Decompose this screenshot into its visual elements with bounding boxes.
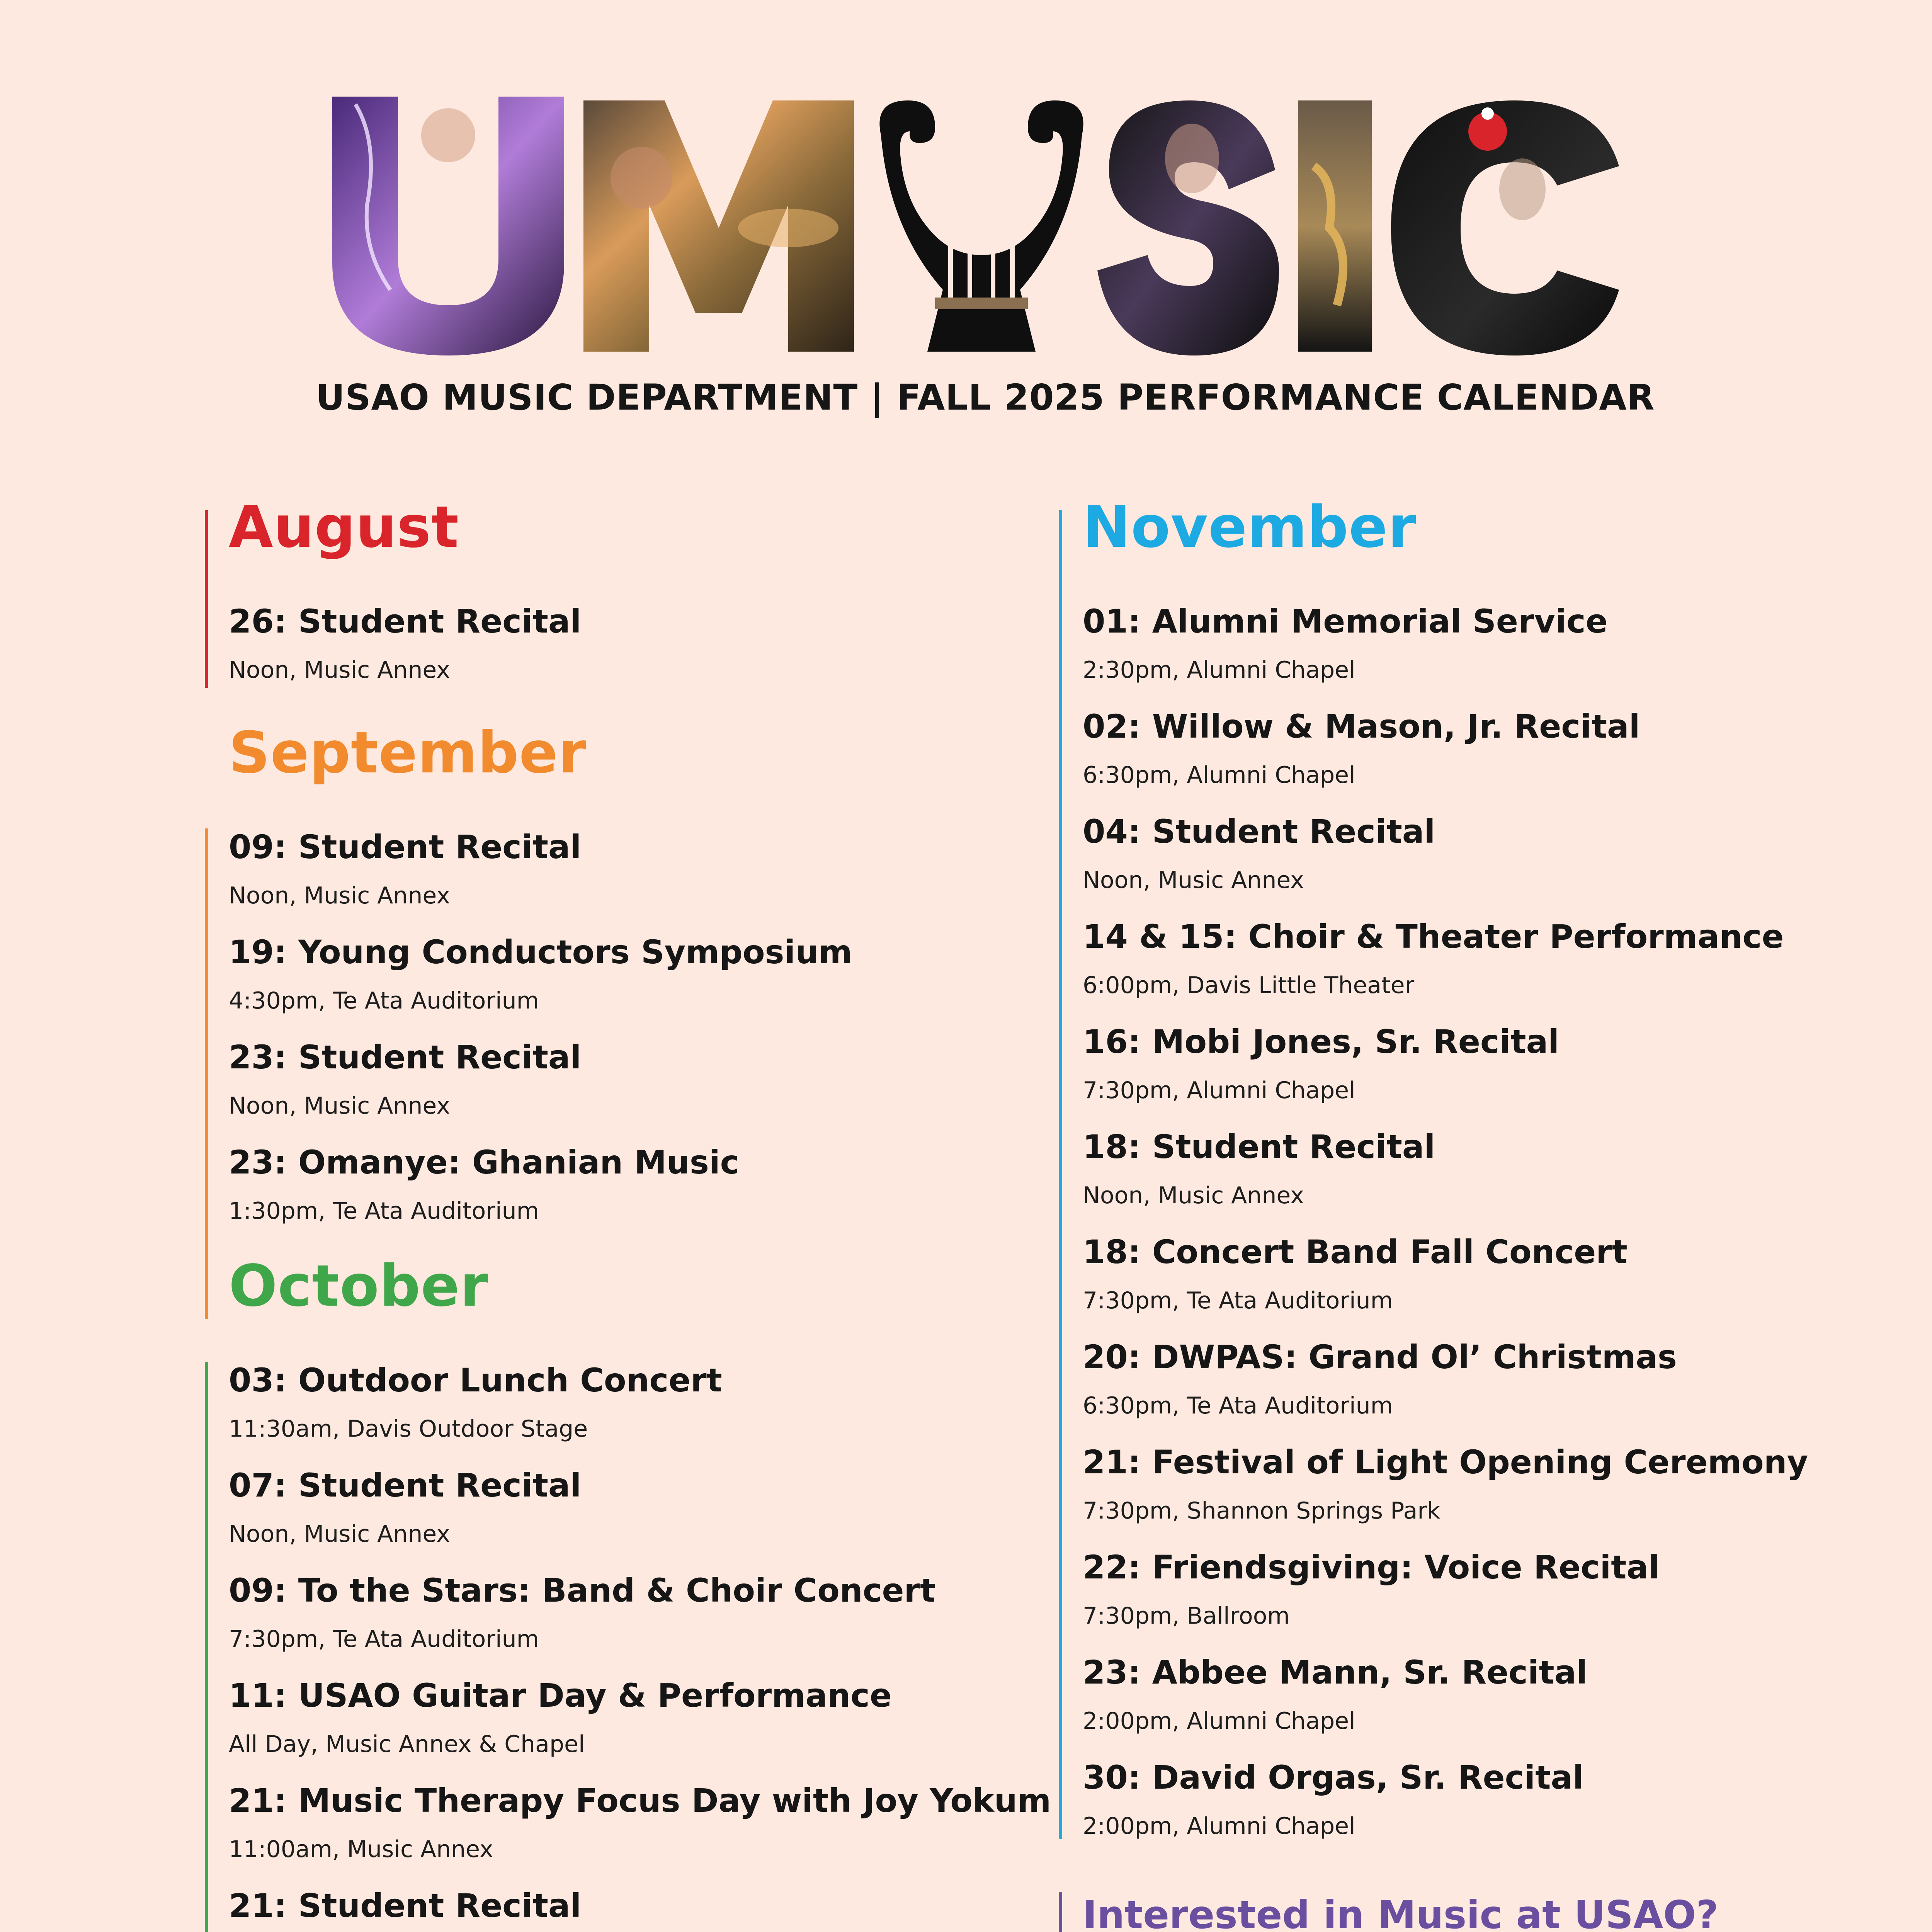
event-detail: Noon, Music Annex (1083, 1182, 1304, 1209)
event-detail: Noon, Music Annex (229, 656, 450, 684)
event-title: 09: To the Stars: Band & Choir Concert (229, 1571, 936, 1609)
event-item (1083, 707, 1812, 791)
event-item (1083, 917, 1812, 1001)
page-subtitle: USAO MUSIC DEPARTMENT | FALL 2025 PERFORMANCE CALENDAR (316, 377, 1655, 418)
audition-accent-bar (1059, 1892, 1062, 1932)
lyre-icon (879, 100, 1083, 352)
month-accent-bar (205, 828, 208, 1319)
event-title: 03: Outdoor Lunch Concert (229, 1361, 722, 1399)
event-detail: 2:00pm, Alumni Chapel (1083, 1813, 1355, 1840)
event-detail: 2:00pm, Alumni Chapel (1083, 1708, 1355, 1735)
event-title: 04: Student Recital (1083, 813, 1435, 850)
audition-callout (1059, 1892, 1812, 1932)
event-detail: 7:30pm, Te Ata Auditorium (1083, 1287, 1393, 1314)
month-accent-bar (205, 510, 208, 688)
event-item (1083, 1653, 1812, 1736)
event-title: 18: Concert Band Fall Concert (1083, 1233, 1628, 1271)
event-detail: 1:30pm, Te Ata Auditorium (229, 1197, 539, 1225)
event-title: 30: David Orgas, Sr. Recital (1083, 1759, 1584, 1796)
event-item (229, 1361, 997, 1444)
month-title: August (229, 494, 459, 560)
month-november (1059, 494, 1812, 1842)
event-title: 09: Student Recital (229, 828, 582, 866)
event-detail: 2:30pm, Alumni Chapel (1083, 656, 1355, 684)
event-item (229, 933, 997, 1016)
month-accent-bar (205, 1362, 208, 1932)
month-september (205, 719, 997, 1226)
month-accent-bar (1059, 510, 1062, 1839)
event-detail: 6:30pm, Te Ata Auditorium (1083, 1392, 1393, 1419)
event-list (229, 1361, 1051, 1932)
event-title: 21: Student Recital (229, 1887, 582, 1925)
event-list (229, 602, 997, 685)
event-item (1083, 812, 1812, 896)
music-title-graphic (332, 89, 1623, 359)
letter-s-image (1097, 100, 1279, 355)
event-title: 20: DWPAS: Grand Ol’ Christmas (1083, 1338, 1677, 1376)
event-title: 23: Abbee Mann, Sr. Recital (1083, 1653, 1588, 1691)
event-title: 07: Student Recital (229, 1466, 582, 1504)
letter-m-image (583, 100, 854, 352)
event-item (1083, 1128, 1812, 1211)
event-item (1083, 1338, 1812, 1421)
event-title: 18: Student Recital (1083, 1128, 1435, 1166)
event-item (229, 1038, 997, 1121)
event-title: 02: Willow & Mason, Jr. Recital (1083, 707, 1640, 745)
month-august (205, 494, 997, 685)
event-item (1083, 1022, 1812, 1106)
event-title: 21: Music Therapy Focus Day with Joy Yokum (229, 1782, 1051, 1820)
event-title: 16: Mobi Jones, Sr. Recital (1083, 1023, 1560, 1061)
event-title: 23: Student Recital (229, 1038, 582, 1076)
event-item (1083, 1233, 1812, 1316)
event-title: 14 & 15: Choir & Theater Performance (1083, 918, 1784, 956)
event-detail: 7:30pm, Ballroom (1083, 1602, 1290, 1629)
month-title: September (229, 719, 587, 786)
event-detail: 7:30pm, Te Ata Auditorium (229, 1626, 539, 1653)
event-detail: 7:30pm, Alumni Chapel (1083, 1077, 1355, 1104)
event-detail: 7:30pm, Shannon Springs Park (1083, 1497, 1440, 1524)
event-title: 21: Festival of Light Opening Ceremony (1083, 1443, 1808, 1481)
event-title: 23: Omanye: Ghanian Music (229, 1143, 740, 1181)
month-title: November (1083, 494, 1417, 560)
event-item (1083, 602, 1812, 685)
event-item (1083, 1443, 1812, 1526)
letter-i-image (1298, 100, 1372, 352)
event-item (229, 1781, 1051, 1865)
event-detail: Noon, Music Annex (229, 1092, 450, 1119)
letter-c-image (1391, 100, 1619, 355)
event-detail: 11:30am, Davis Outdoor Stage (229, 1415, 588, 1442)
event-item (1083, 1758, 1812, 1842)
event-item (229, 1143, 997, 1226)
right-column (1059, 494, 1812, 1932)
event-detail: 6:00pm, Davis Little Theater (1083, 972, 1415, 999)
event-item (229, 828, 997, 911)
event-item (1083, 1548, 1812, 1631)
letter-u-image (332, 97, 564, 355)
month-title: October (229, 1253, 489, 1319)
event-item (229, 1571, 997, 1655)
event-item (229, 1886, 997, 1932)
event-item (229, 1466, 997, 1549)
event-detail: 11:00am, Music Annex (229, 1836, 493, 1863)
event-title: 11: USAO Guitar Day & Performance (229, 1677, 892, 1714)
left-column (205, 494, 1051, 1932)
event-item (229, 1676, 997, 1760)
event-detail: All Day, Music Annex & Chapel (229, 1731, 585, 1758)
event-detail: 6:30pm, Alumni Chapel (1083, 762, 1355, 789)
event-detail: Noon, Music Annex (229, 1520, 450, 1548)
event-detail: Noon, Music Annex (229, 882, 450, 909)
audition-heading: Interested in Music at USAO? (1083, 1892, 1719, 1932)
event-title: 26: Student Recital (229, 602, 582, 640)
month-october (205, 1253, 1051, 1932)
event-item (229, 602, 997, 685)
event-list (229, 828, 997, 1226)
event-detail: 4:30pm, Te Ata Auditorium (229, 987, 539, 1014)
event-title: 22: Friendsgiving: Voice Recital (1083, 1548, 1660, 1586)
event-detail: Noon, Music Annex (1083, 867, 1304, 894)
event-list (1083, 602, 1812, 1842)
event-title: 19: Young Conductors Symposium (229, 933, 852, 971)
event-title: 01: Alumni Memorial Service (1083, 602, 1608, 640)
